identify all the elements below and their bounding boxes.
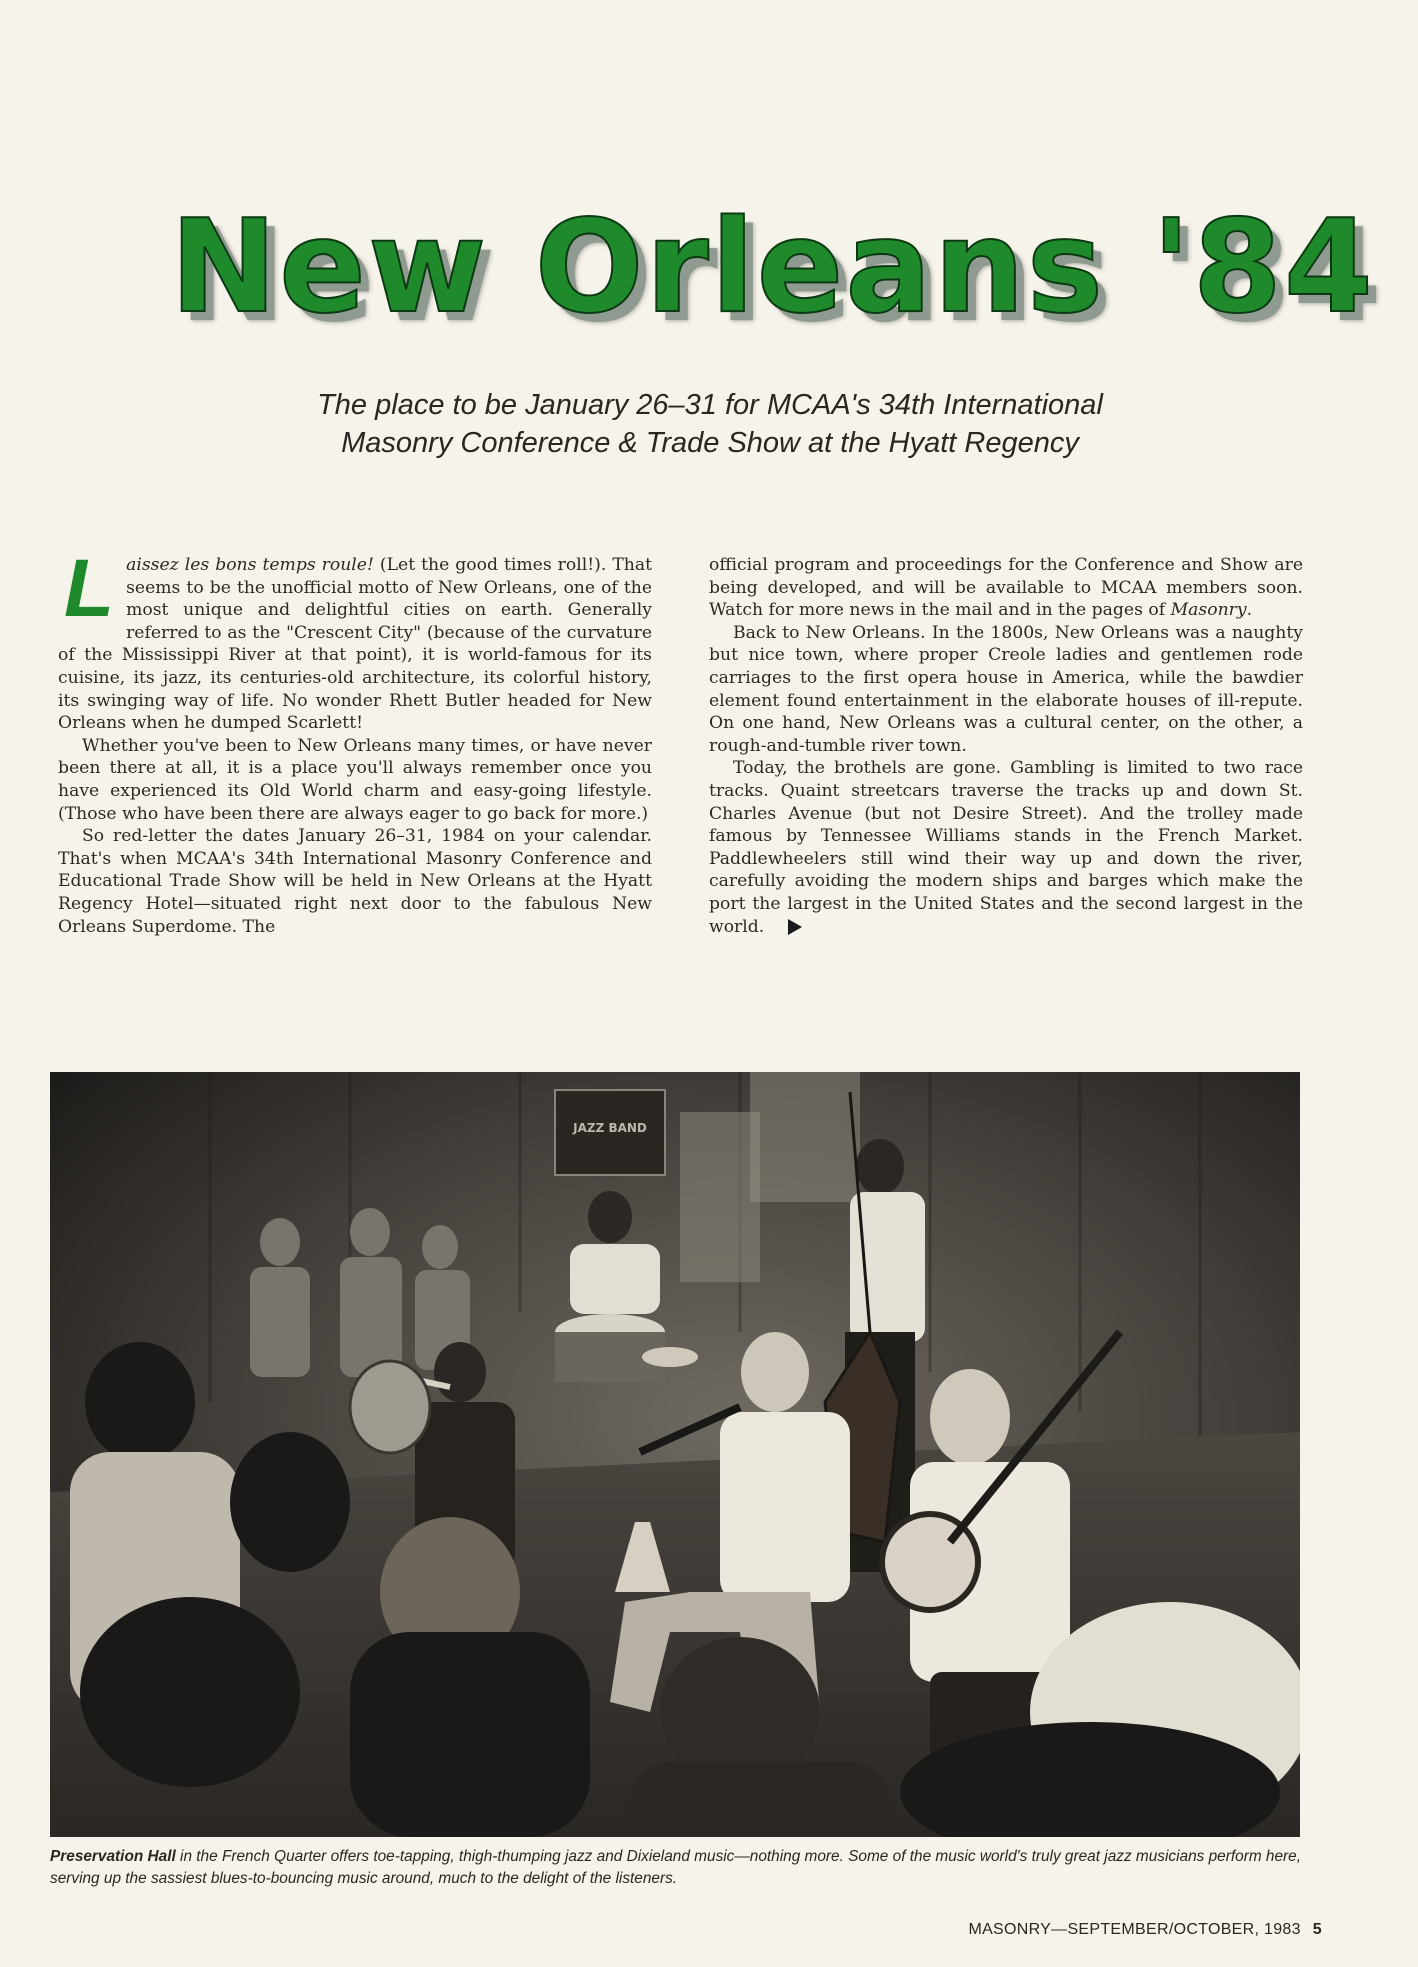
body-column-right [709, 554, 1303, 938]
paragraph-4-end: . [1246, 600, 1253, 621]
paragraph-1-text: (Let the good times roll!). That seems to be the unofficial motto of New Orleans, one of the most unique and delightful cities on earth. Generally referred to as the "Crescent City" (because of the curvature of the Mississippi River at that point), it is world-famous for its cuisine, its jazz, its centuries-old architecture, its colorful history, its swinging way of life. No wonder Rhett Butler headed for New Orleans when he dumped Scarlett! [58, 555, 653, 734]
paragraph-4 [709, 554, 1303, 622]
preservation-hall-photo [50, 1072, 1300, 1837]
paragraph-2: Whether you've been to New Orleans many times, or have never been there at all, it is a place you'll always remember once you have experienced its Old World charm and easy-going lifestyle. (Those who have been there are always eager to go back for more.) [58, 735, 652, 824]
paragraph-1 [58, 543, 653, 735]
magazine-name: Masonry [1170, 600, 1247, 621]
right-triangle-icon [788, 919, 802, 935]
page-footer [968, 1921, 1322, 1939]
paragraph-1-french-phrase: aissez les bons temps roule! [126, 555, 374, 575]
page-number: 5 [1312, 1921, 1322, 1938]
drop-cap: L [64, 543, 115, 634]
straw-hat [350, 1361, 430, 1453]
caption-location: Preservation Hall [50, 1848, 176, 1865]
paragraph-5: Back to New Orleans. In the 1800s, New Orleans was a naughty but nice town, where proper Creole ladies and gentlemen rode carriages to the first opera house in America, while the bawdier element found entertainment in the elaborate houses of ill-repute. On one hand, New Orleans was a cultural center, on the other, a rough-and-tumble river town. [709, 622, 1303, 756]
publication-line: MASONRY—SEPTEMBER/OCTOBER, 1983 [968, 1921, 1301, 1938]
subtitle-line-1: The place to be January 26–31 for MCAA's 34th International [317, 389, 1103, 421]
paragraph-6 [709, 757, 1303, 938]
article-title: New Orleans '84 [170, 193, 1375, 342]
paragraph-6-text: Today, the brothels are gone. Gambling is limited to two race tracks. Quaint streetcars traverse the tracks up and down St. Charles Avenue (but not Desire Street). And the trolley made famous by Tennessee Williams stands in the French Market. Paddlewheelers still wind their way up and down the river, carefully avoiding the modern ships and barges which make the port the largest in the United States and the second largest in the world. [709, 758, 1303, 937]
window-light [750, 1072, 860, 1202]
jazz-band-sign [555, 1090, 665, 1175]
paragraph-3: So red-letter the dates January 26–31, 1984 on your calendar. That's when MCAA's 34th International Masonry Conference and Educational Trade Show will be held in New Orleans at the Hyatt Regency Hotel—situated right next door to the fabulous New Orleans Superdome. The [58, 826, 652, 937]
body-column-left [58, 543, 653, 938]
sign-text: JAZZ BAND [573, 1121, 647, 1135]
subtitle-line-2: Masonry Conference & Trade Show at the Hyatt Regency [341, 427, 1079, 459]
wall-poster [680, 1112, 760, 1282]
photo-illustration [50, 1072, 1300, 1837]
paragraph-4-text: official program and proceedings for the Conference and Show are being developed, and will be available to MCAA members soon. Watch for more news in the mail and in the pages of [709, 555, 1303, 621]
photo-caption [50, 1846, 1320, 1890]
article-subtitle [140, 386, 1280, 462]
caption-text: in the French Quarter offers toe-tapping, thigh-thumping jazz and Dixieland music—nothing more. Some of the music world's truly great jazz musicians perform here, serving up the sassiest blues-to-bouncing music around, much to the delight of the listeners. [50, 1848, 1302, 1887]
